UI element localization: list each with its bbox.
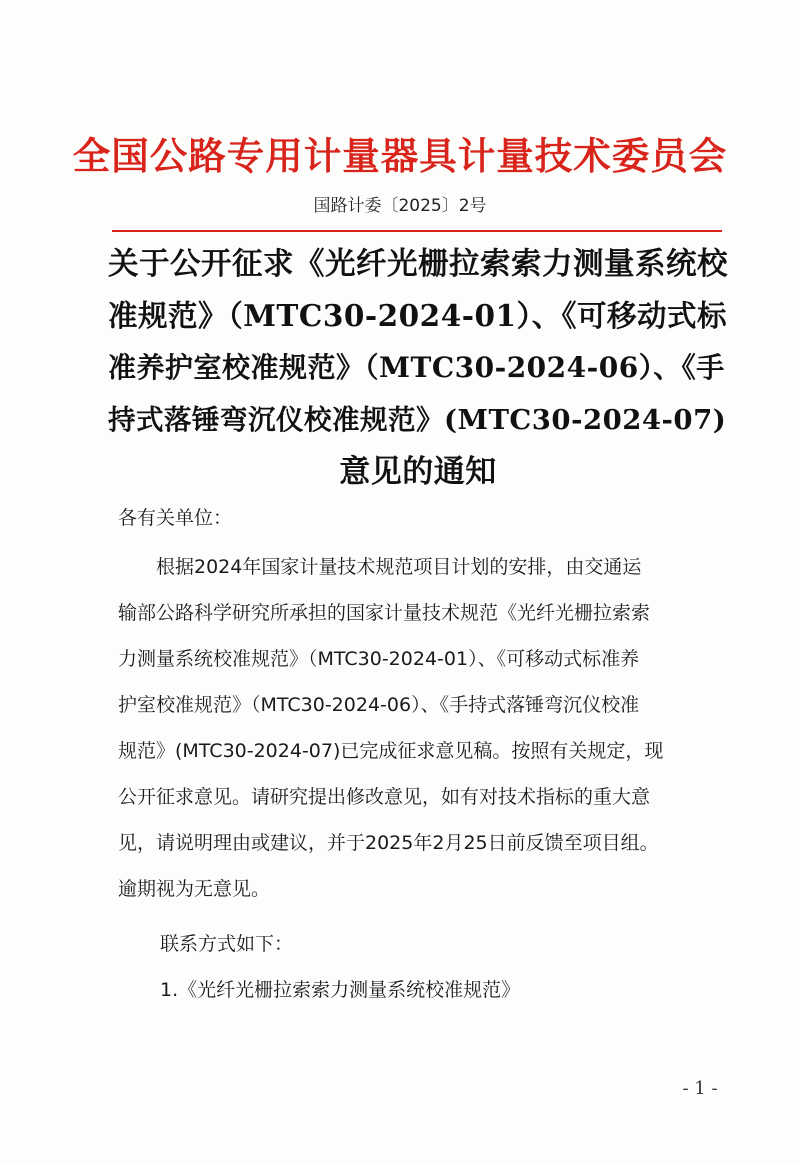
contact-item-1: 1.《光纤光栅拉索索力测量系统校准规范》 [160, 979, 521, 1001]
body-line: 规范》(MTC30-2024-07)已完成征求意见稿。按照有关规定，现 [118, 740, 664, 762]
notice-title [108, 238, 728, 498]
page-number: - 1 - [682, 1078, 718, 1099]
body-line: 根据2024年国家计量技术规范项目计划的安排，由交通运 [118, 556, 642, 578]
body-paragraph [118, 544, 726, 912]
red-header-rule [112, 230, 722, 232]
document-number: 国路计委〔2025〕2号 [313, 196, 487, 216]
title-line: 关于公开征求《光纤光栅拉索索力测量系统校 [108, 246, 728, 282]
title-line: 持式落锤弯沉仪校准规范》(MTC30-2024-07) [108, 404, 727, 436]
salutation: 各有关单位： [118, 507, 233, 529]
issuing-organization: 全国公路专用计量器具计量技术委员会 [72, 134, 728, 178]
body-line: 逾期视为无意见。 [118, 878, 271, 900]
body-line: 公开征求意见。请研究提出修改意见，如有对技术指标的重大意 [118, 786, 651, 808]
title-line: 准规范》（MTC30-2024-01）、《可移动式标 [108, 298, 728, 333]
body-line: 力测量系统校准规范》（MTC30-2024-01）、《可移动式标准养 [118, 648, 640, 670]
body-line: 护室校准规范》（MTC30-2024-06）、《手持式落锤弯沉仪校准 [118, 694, 640, 716]
title-line: 准养护室校准规范》（MTC30-2024-06）、《手 [108, 351, 725, 384]
title-line: 意见的通知 [339, 454, 497, 490]
body-line: 见，请说明理由或建议，并于2025年2月25日前反馈至项目组。 [118, 832, 659, 854]
body-line: 输部公路科学研究所承担的国家计量技术规范《光纤光栅拉索索 [118, 602, 651, 624]
contact-heading: 联系方式如下： [160, 933, 294, 955]
